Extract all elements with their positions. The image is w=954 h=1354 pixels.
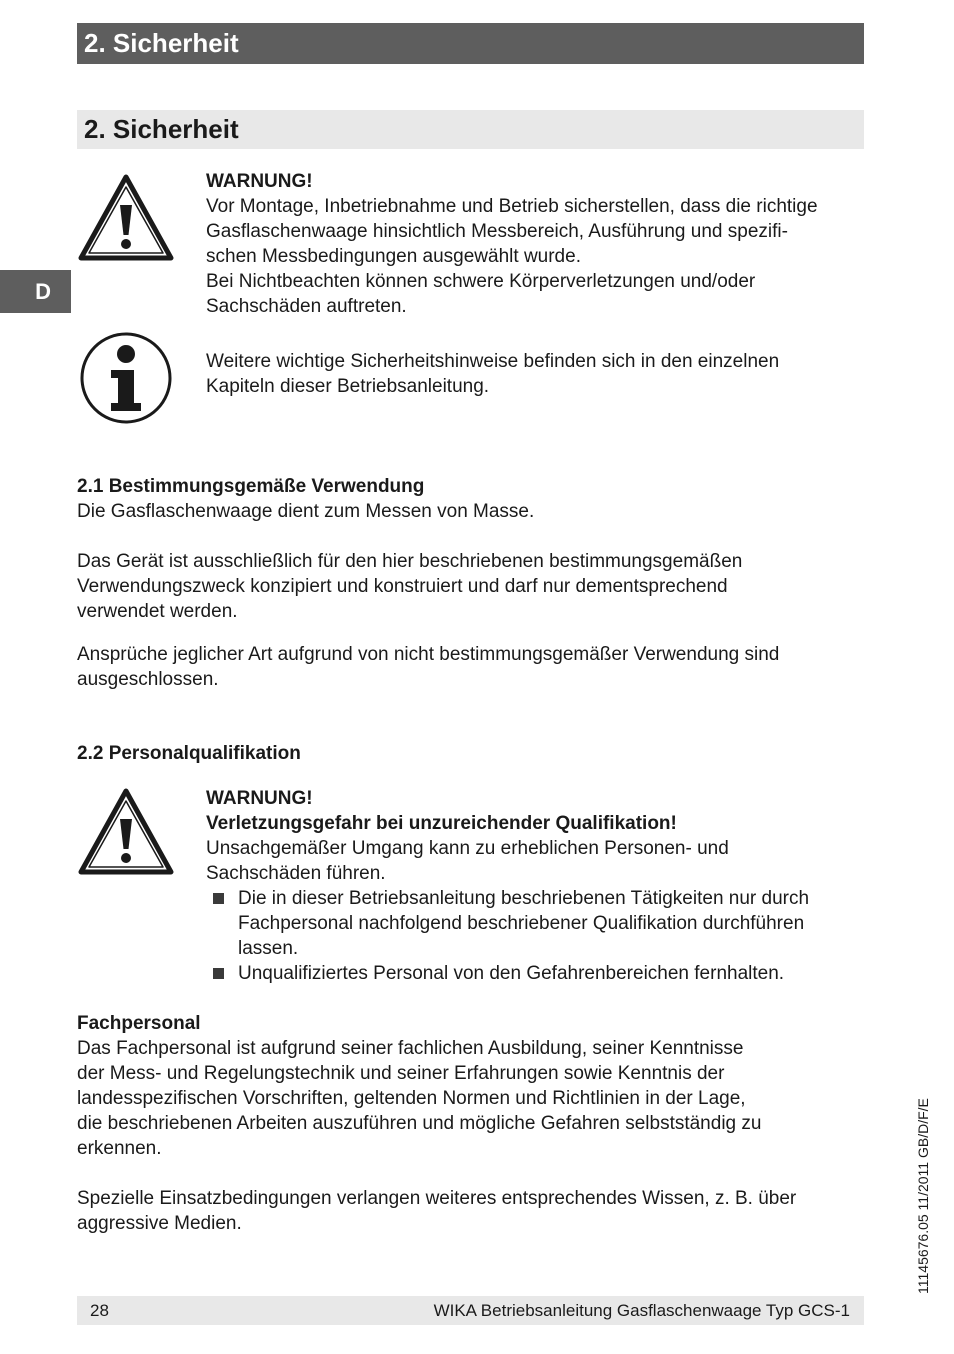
list-item-line: Die in dieser Betriebsanleitung beschriebenen Tätigkeiten nur durch [238,888,810,909]
warning-line: Vor Montage, Inbetriebnahme und Betrieb sicherstellen, dass die richtige [206,196,818,217]
paragraph [77,1186,867,1236]
paragraph-line: ausgeschlossen. [77,669,219,690]
fachpersonal-block [77,1011,867,1161]
paragraph-line: landesspezifischen Vorschriften, geltenden Normen und Richtlinien in der Lage, [77,1088,746,1109]
subsection-heading: Fachpersonal [77,1013,201,1034]
subsection-heading: 2.1 Bestimmungsgemäße Verwendung [77,476,425,497]
language-tab: D [0,270,71,313]
paragraph: Die Gasflaschenwaage dient zum Messen von Masse. [77,501,535,522]
paragraph-line: Ansprüche jeglicher Art aufgrund von nicht bestimmungsgemäßer Verwendung sind [77,644,780,665]
paragraph-line: erkennen. [77,1138,162,1159]
warning-title: WARNUNG! [206,788,313,809]
subsection-heading: 2.2 Personalqualifikation [77,743,301,764]
paragraph-line: Spezielle Einsatzbedingungen verlangen weiteres entsprechendes Wissen, z. B. über [77,1188,797,1209]
section-title: 2. Sicherheit [77,110,864,149]
section-2-1 [77,474,867,524]
info-circle-icon [78,331,174,425]
list-item-line: Fachpersonal nachfolgend beschriebener Qualifikation durchführen [238,913,805,934]
paragraph-line: Verwendungszweck konzipiert und konstruiert und darf nur dementsprechend [77,576,728,597]
paragraph-line: Das Gerät ist ausschließlich für den hier beschriebenen bestimmungsgemäßen [77,551,743,572]
list-item-line: lassen. [238,938,299,959]
warning-line: Sachschäden auftreten. [206,296,407,317]
paragraph-line: aggressive Medien. [77,1213,242,1234]
warning-block-1 [206,169,866,319]
warning-line: Sachschäden führen. [206,863,386,884]
instruction-list [206,886,866,986]
document-code: 11145676.05 11/2011 GB/D/F/E [915,1098,931,1294]
warning-block-2 [206,786,866,986]
warning-line: Bei Nichtbeachten können schwere Körperverletzungen und/oder [206,271,756,292]
warning-line: Unsachgemäßer Umgang kann zu erheblichen Personen- und [206,838,729,859]
warning-line: schen Messbedingungen ausgewählt wurde. [206,246,581,267]
page-number: 28 [90,1301,109,1320]
paragraph-line: verwendet werden. [77,601,238,622]
warning-line: Gasflaschenwaage hinsichtlich Messbereich, Ausführung und spezifi- [206,221,788,242]
paragraph-line: die beschriebenen Arbeiten auszuführen und mögliche Gefahren selbstständig zu [77,1113,762,1134]
list-item [206,961,866,986]
warning-triangle-icon [77,172,175,262]
paragraph-line: der Mess- und Regelungstechnik und seiner Erfahrungen sowie Kenntnis der [77,1063,725,1084]
warning-subtitle: Verletzungsgefahr bei unzureichender Qualifikation! [206,813,677,834]
warning-triangle-icon [77,786,175,876]
running-header: 2. Sicherheit [77,23,864,64]
bullet-square-icon [213,968,224,979]
warning-title: WARNUNG! [206,171,313,192]
info-block [206,349,866,399]
list-item [206,886,866,961]
paragraph [77,642,867,692]
document-title: WIKA Betriebsanleitung Gasflaschenwaage Typ GCS-1 [433,1301,850,1320]
list-item-line: Unqualifiziertes Personal von den Gefahrenbereichen fernhalten. [238,963,785,984]
info-line: Kapiteln dieser Betriebsanleitung. [206,376,490,397]
paragraph-line: Das Fachpersonal ist aufgrund seiner fachlichen Ausbildung, seiner Kenntnisse [77,1038,744,1059]
paragraph [77,549,867,624]
page-footer [77,1296,864,1325]
bullet-square-icon [213,893,224,904]
info-line: Weitere wichtige Sicherheitshinweise befinden sich in den einzelnen [206,351,780,372]
